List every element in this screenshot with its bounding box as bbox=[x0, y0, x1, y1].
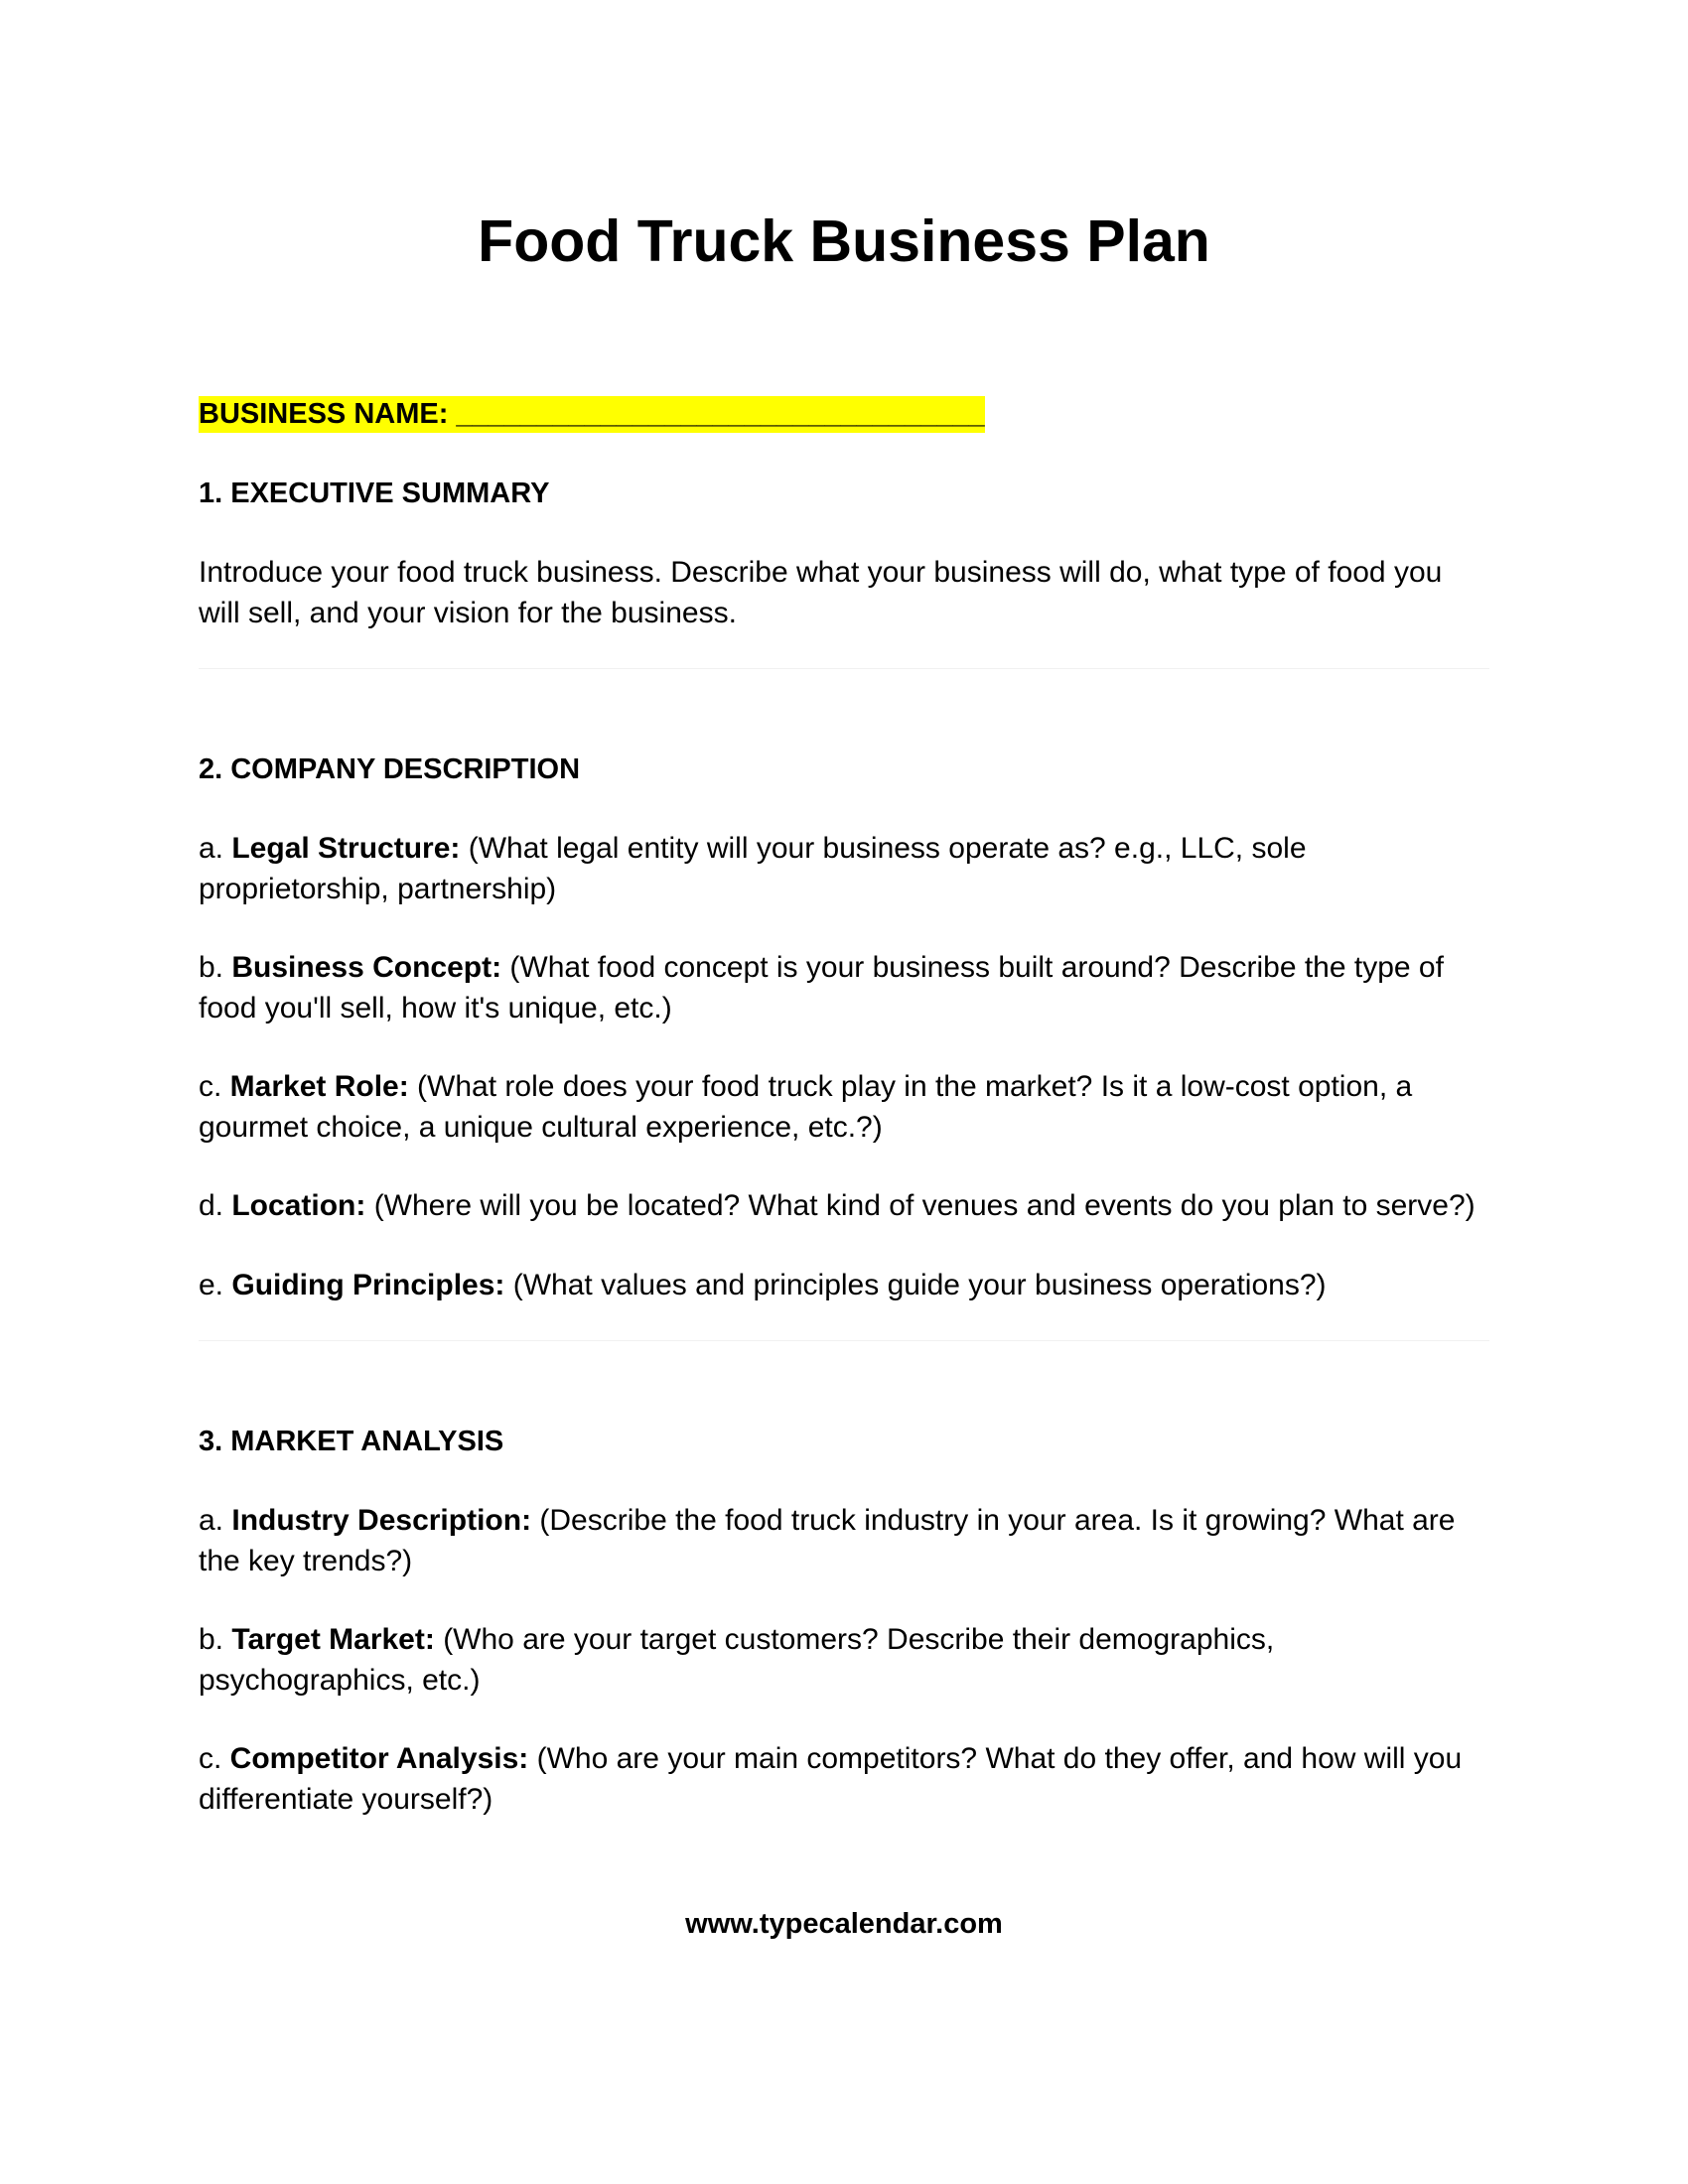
item-prefix: c. bbox=[199, 1070, 230, 1103]
item-prefix: d. bbox=[199, 1189, 232, 1222]
item-text: (What values and principles guide your business operations?) bbox=[504, 1269, 1327, 1301]
item-label: Market Role: bbox=[229, 1070, 409, 1103]
section-heading-company-description: 2. COMPANY DESCRIPTION bbox=[199, 753, 581, 785]
item-text: (What role does your food truck play in the market? Is it a low-cost option, a gourmet choice, a unique cultural experience, etc.?) bbox=[199, 1070, 1413, 1144]
footer-website: www.typecalendar.com bbox=[685, 1908, 1003, 1940]
list-item-industry-description bbox=[199, 1500, 1489, 1581]
executive-summary-text: Introduce your food truck business. Describe what your business will do, what type of food you will sell, and your vision for the business. bbox=[199, 556, 1443, 629]
item-text: (Who are your main competitors? What do they offer, and how will you differentiate yourself?) bbox=[199, 1742, 1463, 1816]
section-heading-market-analysis: 3. MARKET ANALYSIS bbox=[199, 1426, 504, 1457]
list-item-market-role bbox=[199, 1066, 1489, 1148]
list-item-location bbox=[199, 1185, 1489, 1226]
item-label: Competitor Analysis: bbox=[229, 1742, 529, 1775]
item-prefix: b. bbox=[199, 1623, 232, 1656]
section-heading-executive-summary: 1. EXECUTIVE SUMMARY bbox=[199, 478, 550, 509]
list-item-competitor-analysis bbox=[199, 1738, 1489, 1820]
item-text: (Describe the food truck industry in your area. Is it growing? What are the key trends?) bbox=[199, 1504, 1456, 1577]
document-title: Food Truck Business Plan bbox=[478, 208, 1210, 274]
item-text: (Who are your target customers? Describe their demographics, psychographics, etc.) bbox=[199, 1623, 1275, 1697]
business-name-field[interactable] bbox=[199, 394, 985, 434]
item-text: (Where will you be located? What kind of venues and events do you plan to serve?) bbox=[365, 1189, 1476, 1222]
list-item-guiding-principles bbox=[199, 1265, 1489, 1305]
item-label: Business Concept: bbox=[231, 951, 502, 984]
item-label: Industry Description: bbox=[231, 1504, 532, 1537]
list-item-legal-structure bbox=[199, 828, 1489, 909]
item-label: Guiding Principles: bbox=[231, 1269, 505, 1301]
item-text: (What legal entity will your business operate as? e.g., LLC, sole proprietorship, partnership) bbox=[199, 832, 1307, 905]
item-prefix: e. bbox=[199, 1269, 232, 1301]
section-divider bbox=[199, 1340, 1489, 1341]
item-prefix: a. bbox=[199, 832, 232, 865]
item-prefix: a. bbox=[199, 1504, 232, 1537]
business-name-highlight bbox=[199, 396, 985, 433]
item-label: Target Market: bbox=[231, 1623, 435, 1656]
item-text: (What food concept is your business built around? Describe the type of food you'll sell, how it's unique, etc.) bbox=[199, 951, 1444, 1024]
item-label: Location: bbox=[231, 1189, 366, 1222]
item-prefix: b. bbox=[199, 951, 232, 984]
business-name-blank[interactable]: _________________________________ bbox=[456, 398, 985, 430]
list-item-business-concept bbox=[199, 947, 1489, 1028]
section-divider bbox=[199, 668, 1489, 669]
list-item-target-market bbox=[199, 1619, 1489, 1701]
business-name-label: BUSINESS NAME: bbox=[199, 398, 457, 430]
item-prefix: c. bbox=[199, 1742, 230, 1775]
item-label: Legal Structure: bbox=[231, 832, 461, 865]
